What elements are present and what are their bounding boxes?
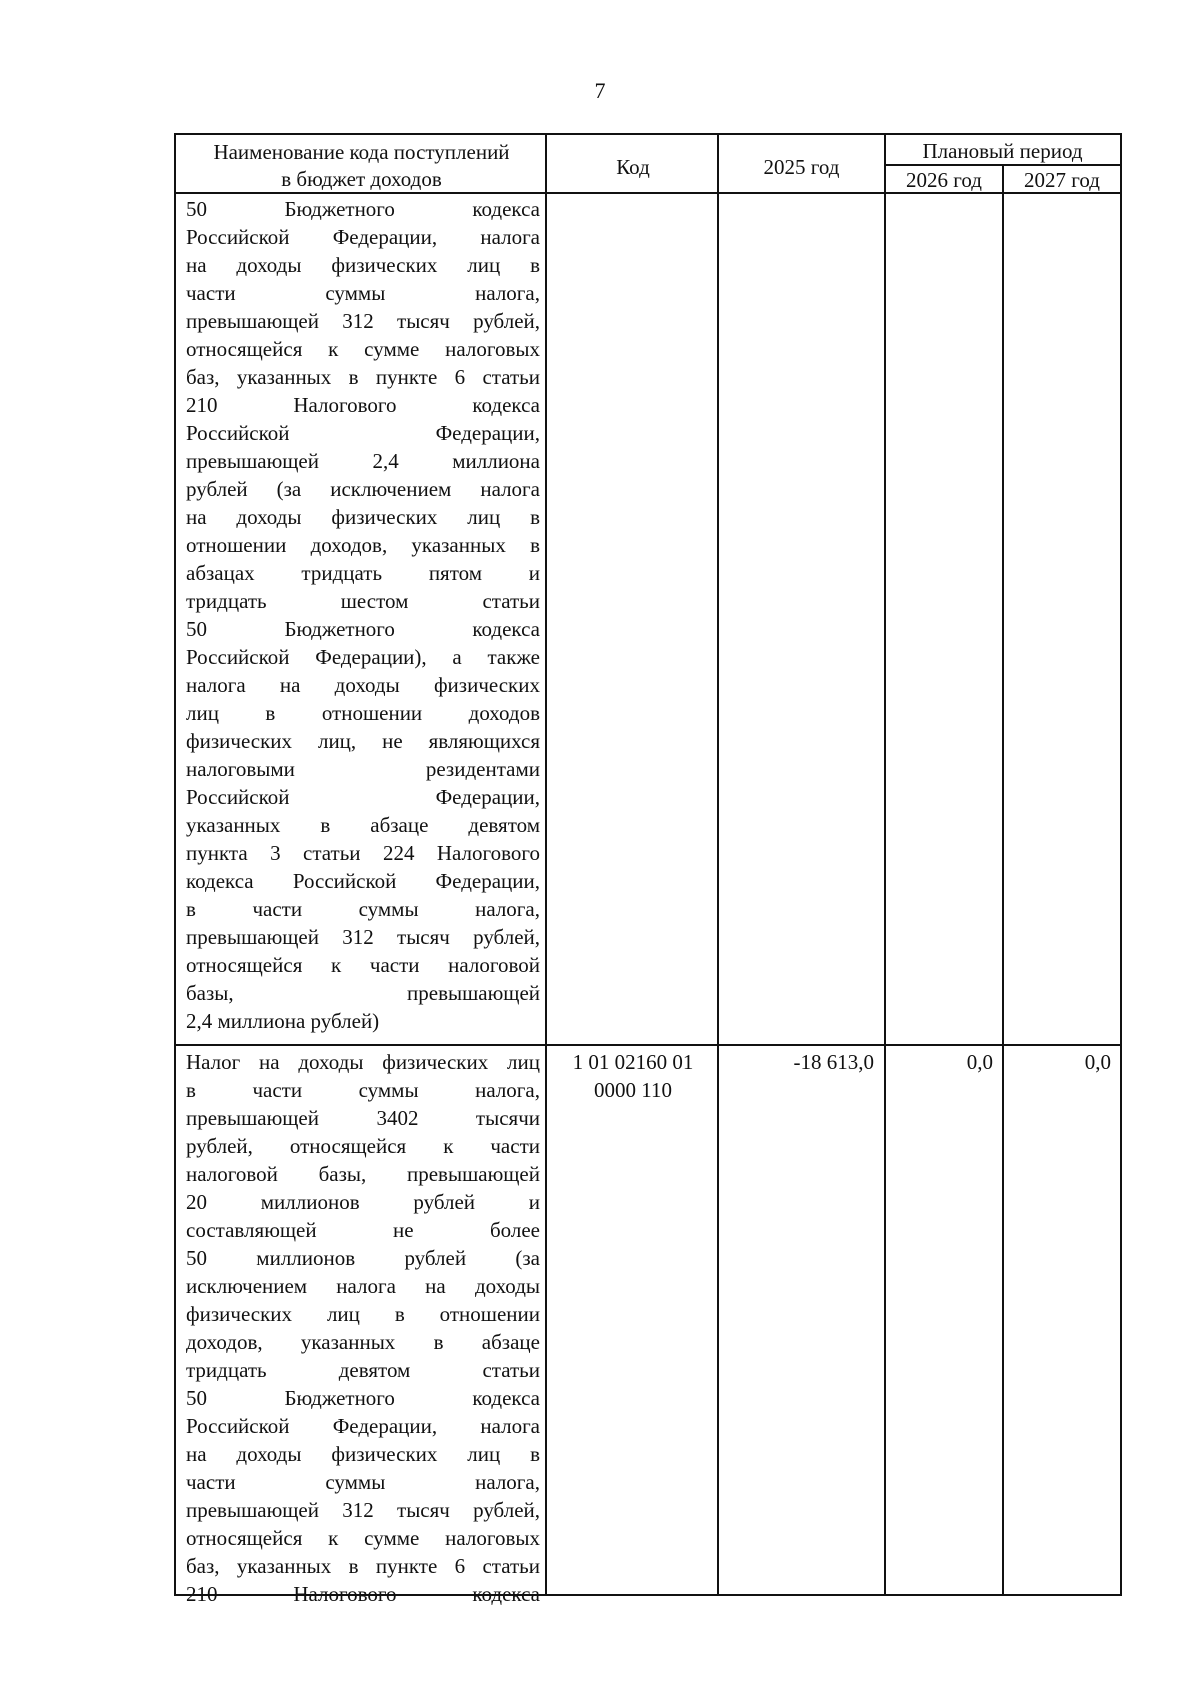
- header-year-2025: 2025 год: [763, 155, 840, 179]
- header-code: Код: [616, 155, 650, 179]
- row-1-name-line-30: 2,4 миллиона рублей): [186, 1009, 380, 1033]
- row-2-name-line-5: налоговой базы, превышающей: [186, 1162, 540, 1186]
- revenue-table: [174, 133, 1122, 1606]
- row-1-name-line-4: части суммы налога,: [186, 281, 540, 305]
- row-2-value-2025: -18 613,0: [793, 1050, 874, 1074]
- row-1-name-line-18: налога на доходы физических: [186, 673, 540, 697]
- row-1-name-line-6: относящейся к сумме налоговых: [186, 337, 540, 361]
- row-2-name: [186, 1048, 540, 1608]
- row-2-name-line-14: Российской Федерации, налога: [186, 1414, 540, 1438]
- row-2-code-line-2: 0000 110: [594, 1078, 672, 1102]
- row-1-name-line-13: отношении доходов, указанных в: [186, 533, 540, 557]
- row-1-name-line-7: баз, указанных в пункте 6 статьи: [186, 365, 540, 389]
- divider-planned-period: [884, 164, 1122, 166]
- row-2-name-line-18: относящейся к сумме налоговых: [186, 1526, 540, 1550]
- divider-2025-2026: [884, 135, 886, 1596]
- row-2-code-line-1: 1 01 02160 01: [572, 1050, 694, 1074]
- row-2-name-line-10: физических лиц в отношении: [186, 1302, 540, 1326]
- row-2-name-line-4: рублей, относящейся к части: [186, 1134, 540, 1158]
- row-1-name-line-11: рублей (за исключением налога: [186, 477, 540, 501]
- row-1-name-line-23: указанных в абзаце девятом: [186, 813, 540, 837]
- row-1-name-line-17: Российской Федерации), а также: [186, 645, 540, 669]
- header-year-2026: 2026 год: [906, 168, 982, 192]
- row-1-name: [186, 195, 540, 1035]
- row-1-name-line-15: тридцать шестом статьи: [186, 589, 540, 613]
- row-1-name-line-25: кодекса Российской Федерации,: [186, 869, 540, 893]
- row-2-name-line-20: 210 Налогового кодекса: [186, 1582, 540, 1606]
- row-2-code: [548, 1048, 718, 1104]
- page-number: 7: [594, 78, 606, 103]
- divider-header-body: [176, 192, 1122, 194]
- header-year-2027: 2027 год: [1024, 168, 1100, 192]
- row-1-name-line-16: 50 Бюджетного кодекса: [186, 617, 540, 641]
- row-2-name-line-16: части суммы налога,: [186, 1470, 540, 1494]
- row-1-name-line-24: пункта 3 статьи 224 Налогового: [186, 841, 540, 865]
- header-name-line-2: в бюджет доходов: [281, 167, 442, 191]
- row-2-name-line-3: превышающей 3402 тысячи: [186, 1106, 540, 1130]
- row-1-name-line-12: на доходы физических лиц в: [186, 505, 540, 529]
- divider-row-1-row-2: [176, 1044, 1122, 1046]
- row-2-name-line-6: 20 миллионов рублей и: [186, 1190, 540, 1214]
- row-1-name-line-1: 50 Бюджетного кодекса: [186, 197, 540, 221]
- row-2-name-line-15: на доходы физических лиц в: [186, 1442, 540, 1466]
- row-1-name-line-19: лиц в отношении доходов: [186, 701, 540, 725]
- row-1-name-line-28: относящейся к части налоговой: [186, 953, 540, 977]
- divider-name-code: [545, 135, 547, 1596]
- row-1-name-line-27: превышающей 312 тысяч рублей,: [186, 925, 540, 949]
- row-2-name-line-8: 50 миллионов рублей (за: [186, 1246, 540, 1270]
- row-2-name-line-12: тридцать девятом статьи: [186, 1358, 540, 1382]
- row-2-name-line-11: доходов, указанных в абзаце: [186, 1330, 540, 1354]
- row-1-name-line-9: Российской Федерации,: [186, 421, 540, 445]
- row-2-name-line-19: баз, указанных в пункте 6 статьи: [186, 1554, 540, 1578]
- header-name-line-1: Наименование кода поступлений: [213, 140, 510, 164]
- divider-code-2025: [717, 135, 719, 1596]
- row-1-name-line-8: 210 Налогового кодекса: [186, 393, 540, 417]
- row-2-value-2027: 0,0: [1084, 1050, 1111, 1074]
- row-1-name-line-21: налоговыми резидентами: [186, 757, 540, 781]
- row-1-name-line-2: Российской Федерации, налога: [186, 225, 540, 249]
- row-1-name-line-14: абзацах тридцать пятом и: [186, 561, 540, 585]
- row-2-name-line-17: превышающей 312 тысяч рублей,: [186, 1498, 540, 1522]
- row-1-name-line-3: на доходы физических лиц в: [186, 253, 540, 277]
- row-1-name-line-22: Российской Федерации,: [186, 785, 540, 809]
- row-2-name-line-9: исключением налога на доходы: [186, 1274, 540, 1298]
- row-2-name-line-13: 50 Бюджетного кодекса: [186, 1386, 540, 1410]
- row-1-name-line-26: в части суммы налога,: [186, 897, 540, 921]
- row-1-name-line-10: превышающей 2,4 миллиона: [186, 449, 540, 473]
- header-planned-period: Плановый период: [922, 139, 1083, 163]
- row-2-value-2026: 0,0: [966, 1050, 993, 1074]
- divider-2026-2027: [1002, 165, 1004, 1596]
- row-1-name-line-5: превышающей 312 тысяч рублей,: [186, 309, 540, 333]
- row-2-name-line-7: составляющей не более: [186, 1218, 540, 1242]
- row-2-name-line-1: Налог на доходы физических лиц: [186, 1050, 540, 1074]
- row-1-name-line-20: физических лиц, не являющихся: [186, 729, 540, 753]
- header-name: [184, 139, 539, 193]
- row-2-name-line-2: в части суммы налога,: [186, 1078, 540, 1102]
- row-1-name-line-29: базы, превышающей: [186, 981, 540, 1005]
